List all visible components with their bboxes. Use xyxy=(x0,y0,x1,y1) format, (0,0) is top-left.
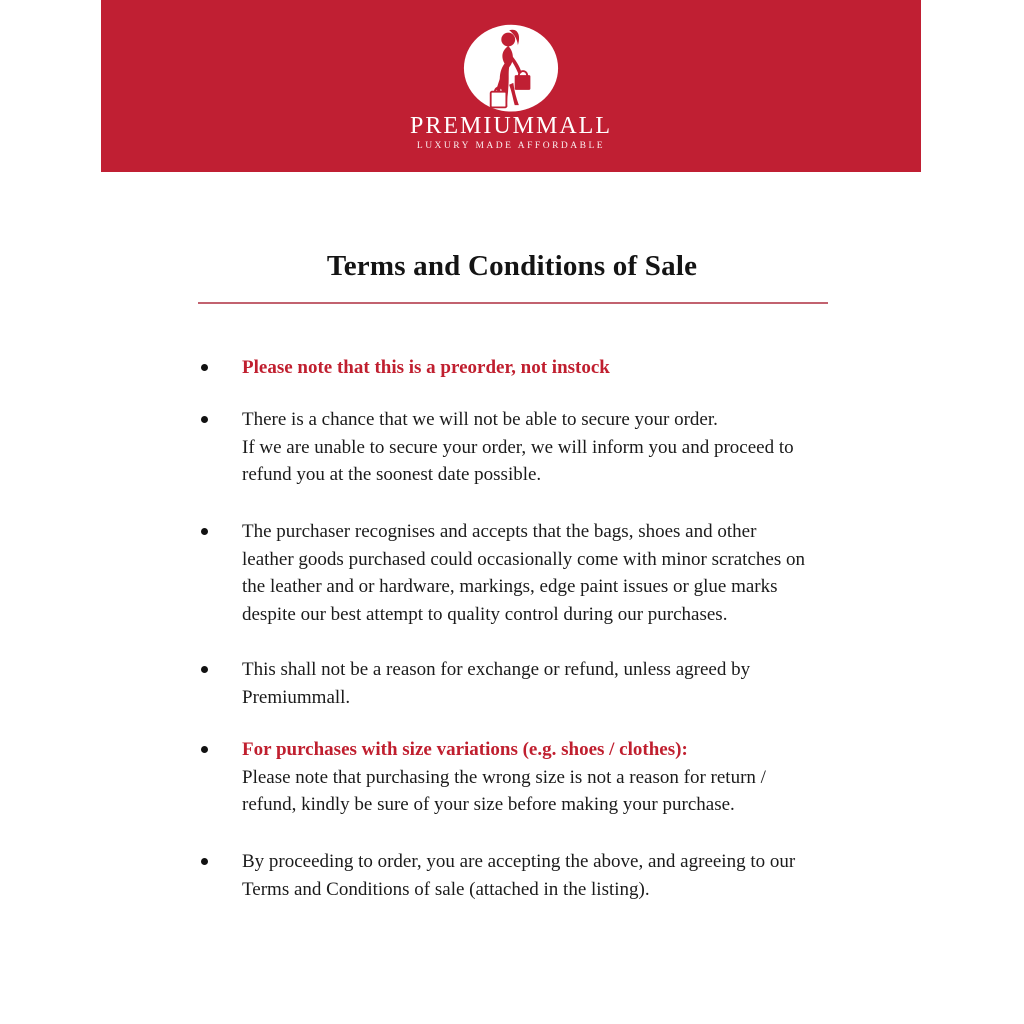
term-body: There is a chance that we will not be able to secure your order. If we are unable to secure your order, we will inform you and proceed to refund you at the soonest date possible. xyxy=(242,409,794,485)
term-item xyxy=(201,656,861,711)
term-item xyxy=(201,406,861,489)
term-item xyxy=(201,518,861,628)
bullet-dot-icon xyxy=(201,746,208,753)
brand-tagline: LUXURY MADE AFFORDABLE xyxy=(416,141,606,151)
bullet-dot-icon xyxy=(201,666,208,673)
term-heading: For purchases with size variations (e.g. shoes / clothes): xyxy=(242,739,688,760)
term-heading: Please note that this is a preorder, not instock xyxy=(242,357,610,378)
term-body: This shall not be a reason for exchange or refund, unless agreed by Premiummall. xyxy=(242,659,751,708)
woman-shopper-silhouette-icon xyxy=(455,22,567,118)
brand-name: PREMIUMMALL xyxy=(409,113,612,139)
bullet-dot-icon xyxy=(201,416,208,423)
title-divider xyxy=(198,302,828,304)
brand-banner xyxy=(101,0,921,172)
term-item xyxy=(201,736,861,819)
bullet-dot-icon xyxy=(201,858,208,865)
term-body: By proceeding to order, you are accepting the above, and agreeing to our Terms and Conditions of sale (attached in the listing). xyxy=(242,851,796,900)
term-item xyxy=(201,354,861,382)
page-title: Terms and Conditions of Sale xyxy=(326,250,698,282)
bullet-dot-icon xyxy=(201,528,208,535)
bullet-dot-icon xyxy=(201,364,208,371)
brand-banner-content xyxy=(101,0,921,172)
term-item xyxy=(201,848,861,903)
term-body: Please note that purchasing the wrong size is not a reason for return / refund, kindly be sure of your size before making your purchase. xyxy=(242,766,766,815)
term-body: The purchaser recognises and accepts that the bags, shoes and other leather goods purchased could occasionally come with minor scratches on the leather and or hardware, markings, edge paint issues or glue marks despite our best attempt to quality control during our purchases. xyxy=(242,521,805,625)
